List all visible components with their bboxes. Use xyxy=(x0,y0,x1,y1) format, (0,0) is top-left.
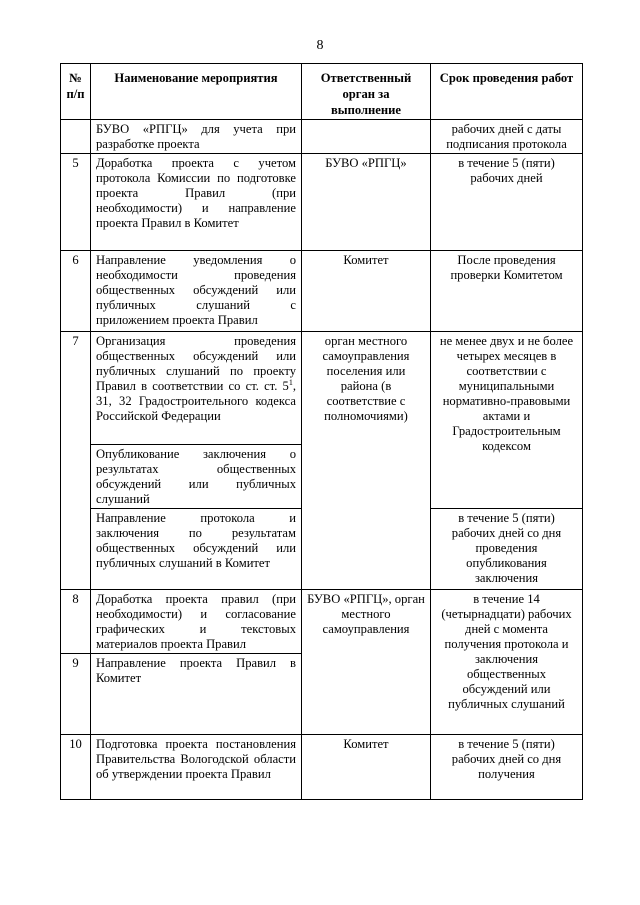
table-row xyxy=(61,590,583,654)
row-6-num: 6 xyxy=(61,251,91,332)
header-org: Ответственный орган за выполнение xyxy=(302,64,431,120)
row-10-num: 10 xyxy=(61,735,91,800)
row-8-org: БУВО «РПГЦ», орган местного самоуправления xyxy=(302,590,431,735)
row-6-name: Направление уведомления о необходимости проведения общественных обсуждений или публичных слушаний с приложением проекта Правил xyxy=(91,251,302,332)
schedule-table xyxy=(60,63,583,800)
row-5-name: Доработка проекта с учетом протокола Комиссии по подготовке проекта Правил (при необходимости) и направление проекта Правил в Комитет xyxy=(91,154,302,251)
row-7-name-organization: Организация проведения общественных обсуждений или публичных слушаний по проекту Правил в соответствии со ст. ст. $5^1$, 31, 32 Градостроительного кодекса Российской Федерации xyxy=(91,332,302,445)
row-7-org: орган местного самоуправления поселения или района (в соответствие с полномочиями) xyxy=(302,332,431,590)
table-row xyxy=(61,154,583,251)
page-number: 8 xyxy=(316,38,324,53)
row-10-term: в течение 5 (пяти) рабочих дней со дня получения xyxy=(431,735,583,800)
row-10-org: Комитет xyxy=(302,735,431,800)
row-8-term: в течение 14 (четырнадцати) рабочих дней с момента получения протокола и заключения общественных обсуждений или публичных слушаний xyxy=(431,590,583,735)
header-num: № п/п xyxy=(61,64,91,120)
table-row xyxy=(61,735,583,800)
row-9-num: 9 xyxy=(61,654,91,735)
row-8-num: 8 xyxy=(61,590,91,654)
table-header-row xyxy=(61,64,583,120)
table-row xyxy=(61,120,583,154)
row-continued-name: БУВО «РПГЦ» для учета при разработке проекта xyxy=(91,120,302,154)
row-6-org: Комитет xyxy=(302,251,431,332)
header-name: Наименование мероприятия xyxy=(91,64,302,120)
table-row xyxy=(61,332,583,445)
table-row xyxy=(61,251,583,332)
row-continued-term: рабочих дней с даты подписания протокола xyxy=(431,120,583,154)
row-8-name: Доработка проекта правил (при необходимости) и согласование графических и текстовых материалов проекта Правил xyxy=(91,590,302,654)
row-7-term-period: не менее двух и не более четырех месяцев в соответствии с муниципальными нормативно-правовыми актами и Градостроительным кодексом xyxy=(431,332,583,509)
header-term: Срок проведения работ xyxy=(431,64,583,120)
row-continued-org xyxy=(302,120,431,154)
row-10-name: Подготовка проекта постановления Правительства Вологодской области об утверждении проекта Правил xyxy=(91,735,302,800)
row-6-term: После проведения проверки Комитетом xyxy=(431,251,583,332)
row-7-name-submission: Направление протокола и заключения по результатам общественных обсуждений или публичных слушаний в Комитет xyxy=(91,509,302,590)
row-7-term-submission: в течение 5 (пяти) рабочих дней со дня проведения опубликования заключения xyxy=(431,509,583,590)
row-9-name: Направление проекта Правил в Комитет xyxy=(91,654,302,735)
row-7-name-publication: Опубликование заключения о результатах общественных обсуждений или публичных слушаний xyxy=(91,445,302,509)
row-continued-num xyxy=(61,120,91,154)
row-5-org: БУВО «РПГЦ» xyxy=(302,154,431,251)
row-7-num: 7 xyxy=(61,332,91,590)
row-5-term: в течение 5 (пяти) рабочих дней xyxy=(431,154,583,251)
row-5-num: 5 xyxy=(61,154,91,251)
